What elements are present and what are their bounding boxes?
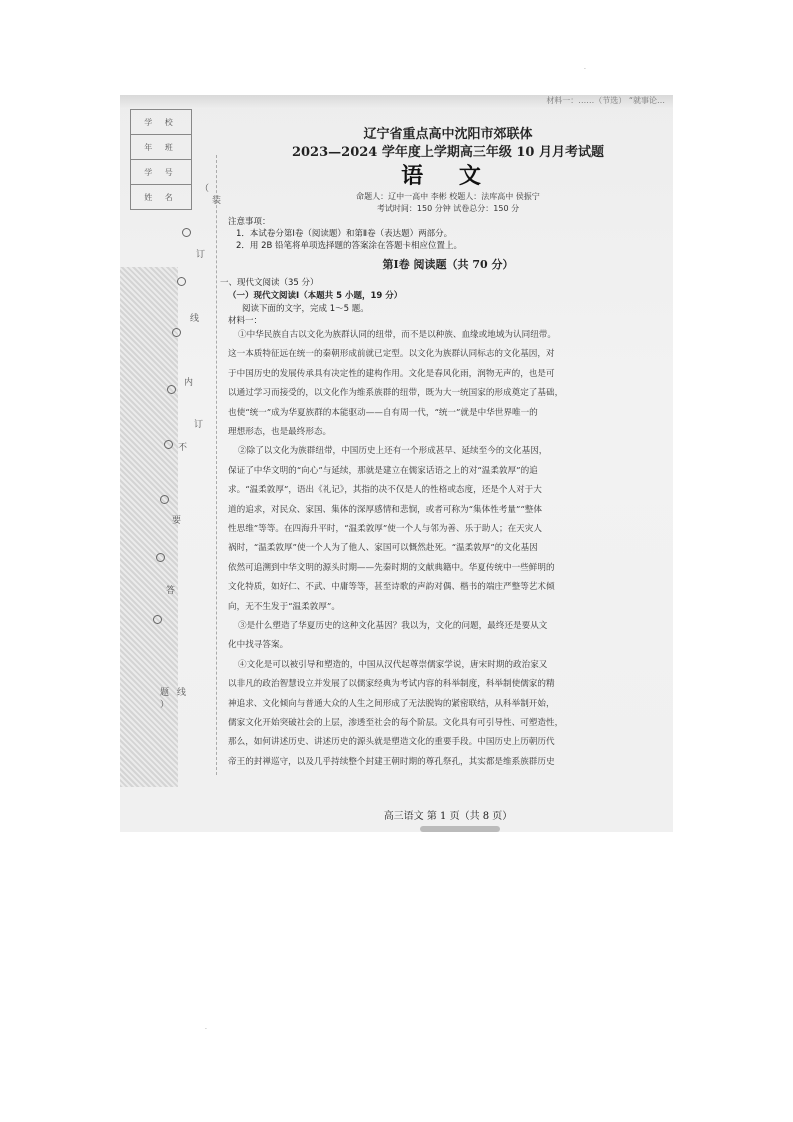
- passage-line: 以非凡的政治智慧设立并发展了以儒家经典为考试内容的科举制度，科举制使儒家的精: [228, 679, 555, 690]
- binding-hole-icon: [160, 495, 169, 504]
- speck: ·: [205, 1026, 207, 1033]
- part-heading: 一、现代文阅读（35 分）: [220, 278, 319, 288]
- scanned-exam-photo: [120, 95, 673, 832]
- side-char: 题: [160, 688, 170, 698]
- passage-line: ④文化是可以被引导和塑造的，中国从汉代起尊崇儒家学说，唐宋时期的政治家又: [238, 659, 548, 670]
- binding-hole-icon: [172, 328, 181, 337]
- info-id: 学 号: [131, 160, 192, 185]
- subpart-heading: （一）现代文阅读Ⅰ（本题共 5 小题，19 分）: [228, 291, 403, 301]
- info-name: 姓 名: [131, 185, 192, 210]
- speck: ·: [584, 66, 586, 73]
- info-class: 年 班: [131, 135, 192, 160]
- side-char: 装: [212, 196, 222, 206]
- binding-hole-icon: [167, 385, 176, 394]
- passage-line: 也使“统一”成为华夏族群的本能驱动——自有周一代，“统一”就是中华世界唯一的: [228, 407, 538, 418]
- page-footer: 高三语文 第 1 页（共 8 页）: [383, 811, 513, 822]
- side-char: 答: [166, 586, 176, 596]
- passage-line: 帝王的封禅巡守，以及几乎持续整个封建王朝时期的尊孔祭孔，其实都是维系族群历史: [228, 756, 555, 767]
- passage-line: ③是什么塑造了华夏历史的这种文化基因？我以为，文化的问题，最终还是要从文: [238, 621, 548, 631]
- exam-authors: 命题人：辽中一高中 李彬 校题人：法库高中 侯振宁: [356, 192, 540, 201]
- passage-line: 儒家文化开始突破社会的上层，渗透至社会的每个阶层。文化具有可引导性、可塑造性，: [228, 718, 564, 728]
- note-item: 2．用 2B 铅笔将单项选择题的答案涂在答题卡相应位置上。: [236, 241, 463, 251]
- passage-line: ②除了以文化为族群纽带，中国历史上还有一个形成甚早、延续至今的文化基因，: [238, 446, 548, 457]
- passage-line: 理想形态，也是最终形态。: [228, 427, 332, 437]
- exam-time: 考试时间：150 分钟 试卷总分：150 分: [376, 204, 520, 213]
- side-char: ）: [160, 700, 170, 710]
- material-label: 材料一：: [228, 316, 263, 326]
- passage-line: 向，无不生发于“温柔敦厚”。: [228, 601, 340, 612]
- side-char: 订: [196, 250, 206, 260]
- binding-hole-icon: [164, 440, 173, 449]
- notes-heading: 注意事项：: [228, 217, 271, 227]
- side-char: （: [200, 184, 210, 194]
- seal-line: [216, 155, 217, 775]
- exam-title-line1: 辽宁省重点高中沈阳市郊联体: [363, 127, 533, 142]
- passage-line: 文化特质，如好仁、不武、中庸等等，甚至诗歌的声韵对偶、楷书的端庄严整等艺术倾: [228, 582, 555, 593]
- binding-strip: [120, 95, 230, 832]
- passage-line: ①中华民族自古以文化为族群认同的纽带，而不是以种族、血缘或地域为认同纽带。: [238, 330, 556, 340]
- side-char: 不: [178, 443, 188, 453]
- passage-line: 于中国历史的发展传承具有决定性的建构作用。文化是春风化雨，润物无声的，也是可: [228, 368, 555, 379]
- binding-hole-icon: [177, 277, 186, 286]
- passage-line: 依然可追溯到中华文明的源头时期——先秦时期的文献典籍中。华夏传统中一些鲜明的: [228, 562, 555, 573]
- exam-title-line2: 2023—2024 学年度上学期高三年级 10 月月考试题: [291, 145, 605, 160]
- passage-line: 求。“温柔敦厚”，语出《礼记》，其指的决不仅是人的性格或态度，还是个人对于大: [228, 485, 542, 496]
- note-item: 1．本试卷分第Ⅰ卷（阅读题）和第Ⅱ卷（表达题）两部分。: [236, 229, 453, 239]
- side-char: 内: [184, 378, 194, 388]
- passage-line: 那么，如何讲述历史、讲述历史的源头就是塑造文化的重要手段。中国历史上历朝历代: [228, 737, 555, 748]
- photo-bottom-shadow: [420, 826, 500, 832]
- passage-line: 以通过学习而接受的，以文化作为维系族群的纽带，既为大一统国家的形成奠定了基础，: [228, 388, 564, 399]
- passage-line: 性思维”等等。在四海升平时，“温柔敦厚”使一个人与邻为善、乐于助人；在天灾人: [228, 524, 542, 534]
- side-char: 要: [172, 516, 182, 526]
- subject-title: 语 文: [401, 163, 495, 189]
- passage-line: 保证了中华文明的“向心”与延续，那就是建立在儒家话语之上的对“温柔敦厚”的追: [228, 465, 538, 476]
- passage-line: 这一本质特征远在统一的秦朝形成前就已定型。以文化为族群认同标志的文化基因，对: [228, 349, 555, 360]
- side-char: 线: [190, 314, 200, 324]
- binding-hole-icon: [153, 615, 162, 624]
- instruction: 阅读下面的文字，完成 1～5 题。: [242, 304, 369, 314]
- binding-hole-icon: [182, 228, 191, 237]
- passage-line: 化中找寻答案。: [228, 640, 289, 651]
- side-char: 订: [194, 420, 204, 430]
- binding-hole-icon: [156, 553, 165, 562]
- info-school: 学 校: [131, 110, 192, 135]
- hatched-binding-area: [120, 267, 178, 787]
- passage-line: 祸时，“温柔敦厚”使一个人为了他人、家国可以慨然赴死。“温柔敦厚”的文化基因: [228, 543, 538, 554]
- section-heading: 第Ⅰ卷 阅读题（共 70 分）: [382, 258, 514, 271]
- passage-line: 道的追求，对民众、家国、集体的深厚感情和悲悯，或者可称为“集体性考量”“整体: [228, 504, 542, 515]
- student-info-table: [130, 109, 192, 210]
- side-char: 线: [177, 688, 187, 698]
- passage-line: 神追求、文化倾向与普通大众的人生之间形成了无法脱钩的紧密联结，从科举制开始，: [228, 698, 555, 709]
- header-note: 材料一：……（节选） “就事论…: [546, 96, 665, 105]
